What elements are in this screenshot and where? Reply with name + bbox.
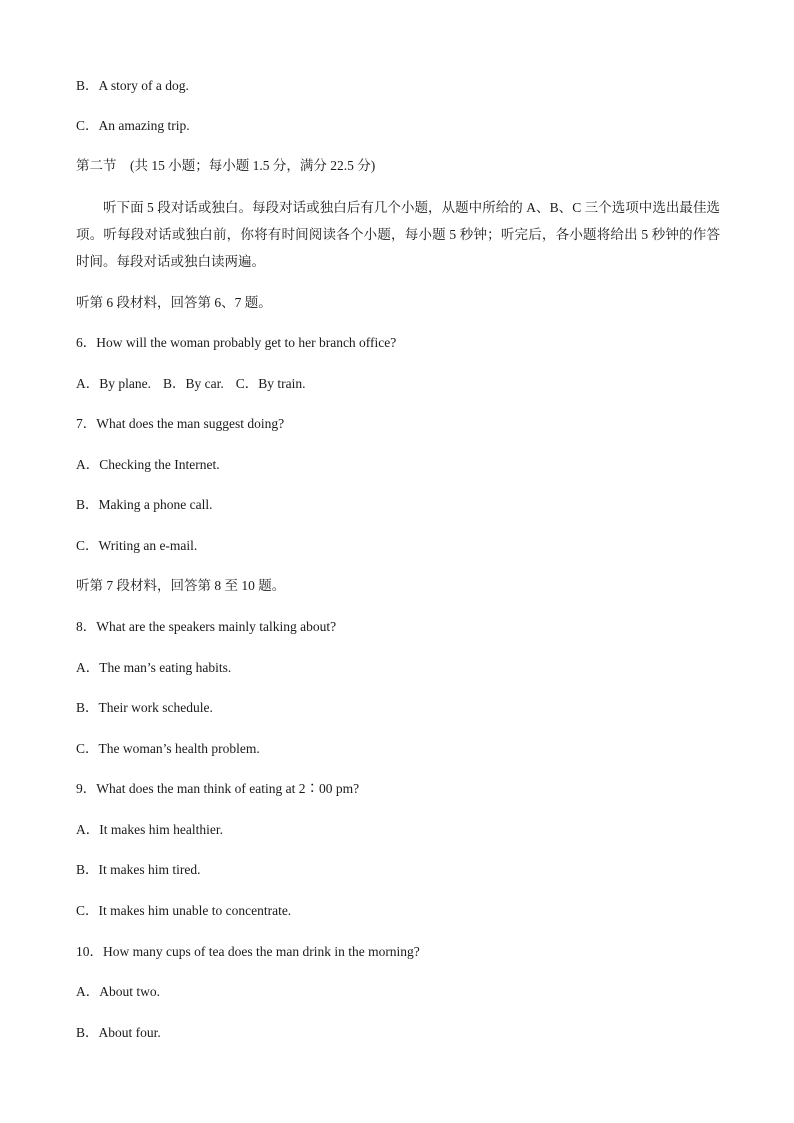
section-heading: 第二节 (共 15 小题；每小题 1.5 分，满分 22.5 分) (76, 158, 376, 173)
q9-option-c: C．It makes him unable to concentrate. (76, 903, 292, 918)
q7-option-c: C．Writing an e-mail. (76, 538, 198, 553)
question-8: 8．What are the speakers mainly talking about? (76, 619, 337, 634)
q5-option-c: C．An amazing trip. (76, 118, 190, 133)
question-6: 6．How will the woman probably get to her branch office? (76, 335, 397, 350)
q9-option-a: A．It makes him healthier. (76, 822, 223, 837)
question-9: 9．What does the man think of eating at 2∶00 pm? (76, 781, 360, 796)
question-10: 10．How many cups of tea does the man drink in the morning? (76, 944, 420, 959)
q8-option-b: B．Their work schedule. (76, 700, 213, 715)
q5-option-b: B．A story of a dog. (76, 78, 189, 93)
q8-option-a: A．The man’s eating habits. (76, 660, 232, 675)
question-7: 7．What does the man suggest doing? (76, 416, 285, 431)
q10-option-b: B．About four. (76, 1025, 161, 1040)
section-instructions: 听下面 5 段对话或独白。每段对话或独白后有几个小题，从题中所给的 A、B、C 三个选项中选出最佳选项。听每段对话或独白前，你将有时间阅读各个小题，每小题 5 秒钟；听完后，各小题将给出 5 秒钟的作答时间。每段对话或独白读两遍。 (76, 200, 720, 269)
q6-option-b: B．By car. (163, 376, 224, 391)
q6-option-a: A．By plane. (76, 376, 151, 391)
material-6-heading: 听第 6 段材料，回答第 6、7 题。 (76, 295, 272, 310)
q8-option-c: C．The woman’s health problem. (76, 741, 260, 756)
q6-option-c: C．By train. (235, 376, 306, 391)
q9-option-b: B．It makes him tired. (76, 862, 201, 877)
q7-option-b: B．Making a phone call. (76, 497, 213, 512)
material-7-heading: 听第 7 段材料，回答第 8 至 10 题。 (76, 578, 286, 593)
question-6-options (76, 375, 306, 393)
q10-option-a: A．About two. (76, 984, 160, 999)
q7-option-a: A．Checking the Internet. (76, 457, 220, 472)
